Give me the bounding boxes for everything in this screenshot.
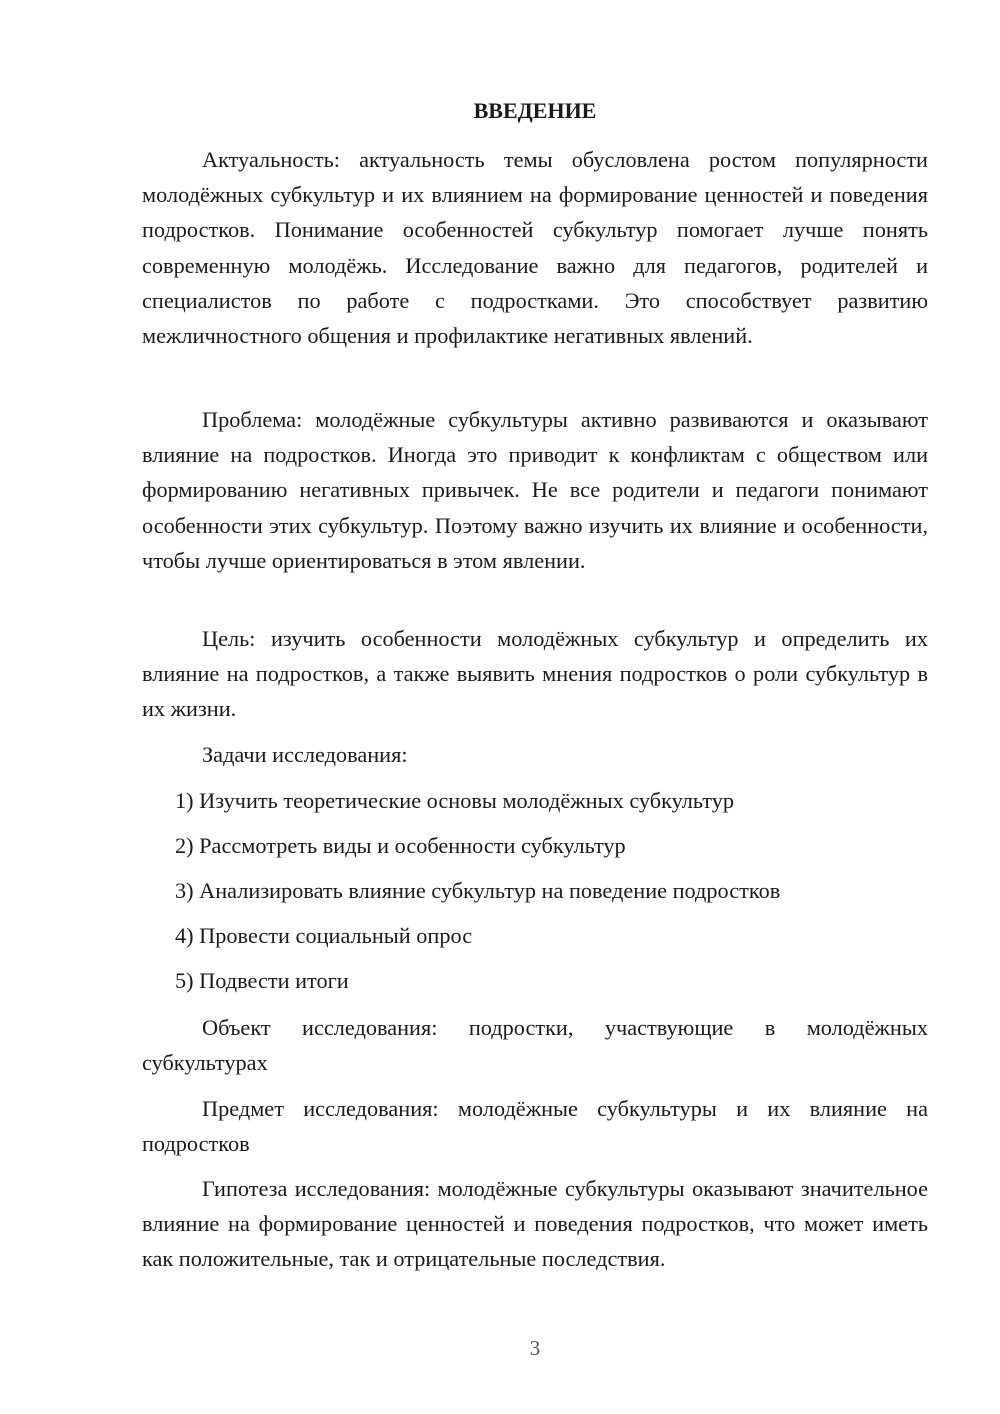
page-title: ВВЕДЕНИЕ — [473, 98, 597, 123]
task-item-2: 2) Рассмотреть виды и особенности субкультур — [175, 833, 626, 858]
relevance-paragraph: Актуальность: актуальность темы обусловлена ростом популярности молодёжных субкультур и их влиянием на формирование ценностей и поведения подростков. Понимание особенностей субкультур помогает лучше понять современную молодёжь. Исследование важно для педагогов, родителей и специалистов по работе с подростками. Это способствует развитию межличностного общения и профилактике негативных явлений. — [142, 147, 928, 349]
hypothesis-paragraph: Гипотеза исследования: молодёжные субкультуры оказывают значительное влияние на формирование ценностей и поведения подростков, что может иметь как положительные, так и отрицательные последствия. — [142, 1176, 928, 1272]
goal-paragraph: Цель: изучить особенности молодёжных субкультур и определить их влияние на подростков, а также выявить мнения подростков о роли субкультур в их жизни. — [142, 626, 928, 722]
task-item-5: 5) Подвести итоги — [175, 968, 349, 993]
problem-paragraph: Проблема: молодёжные субкультуры активно развиваются и оказывают влияние на подростков. Иногда это приводит к конфликтам с обществом или формированию негативных привычек. Не все родители и педагоги понимают особенности этих субкультур. Поэтому важно изучить их влияние и особенности, чтобы лучше ориентироваться в этом явлении. — [142, 407, 928, 573]
tasks-title: Задачи исследования: — [202, 742, 408, 767]
page-number: 3 — [529, 1336, 541, 1360]
task-item-3: 3) Анализировать влияние субкультур на поведение подростков — [175, 878, 781, 903]
object-paragraph: Объект исследования: подростки, участвующие в молодёжных субкультурах — [142, 1015, 928, 1076]
document-page — [142, 0, 928, 1414]
task-item-4: 4) Провести социальный опрос — [175, 923, 473, 948]
task-item-1: 1) Изучить теоретические основы молодёжных субкультур — [175, 788, 735, 813]
subject-paragraph: Предмет исследования: молодёжные субкультуры и их влияние на подростков — [142, 1096, 928, 1157]
